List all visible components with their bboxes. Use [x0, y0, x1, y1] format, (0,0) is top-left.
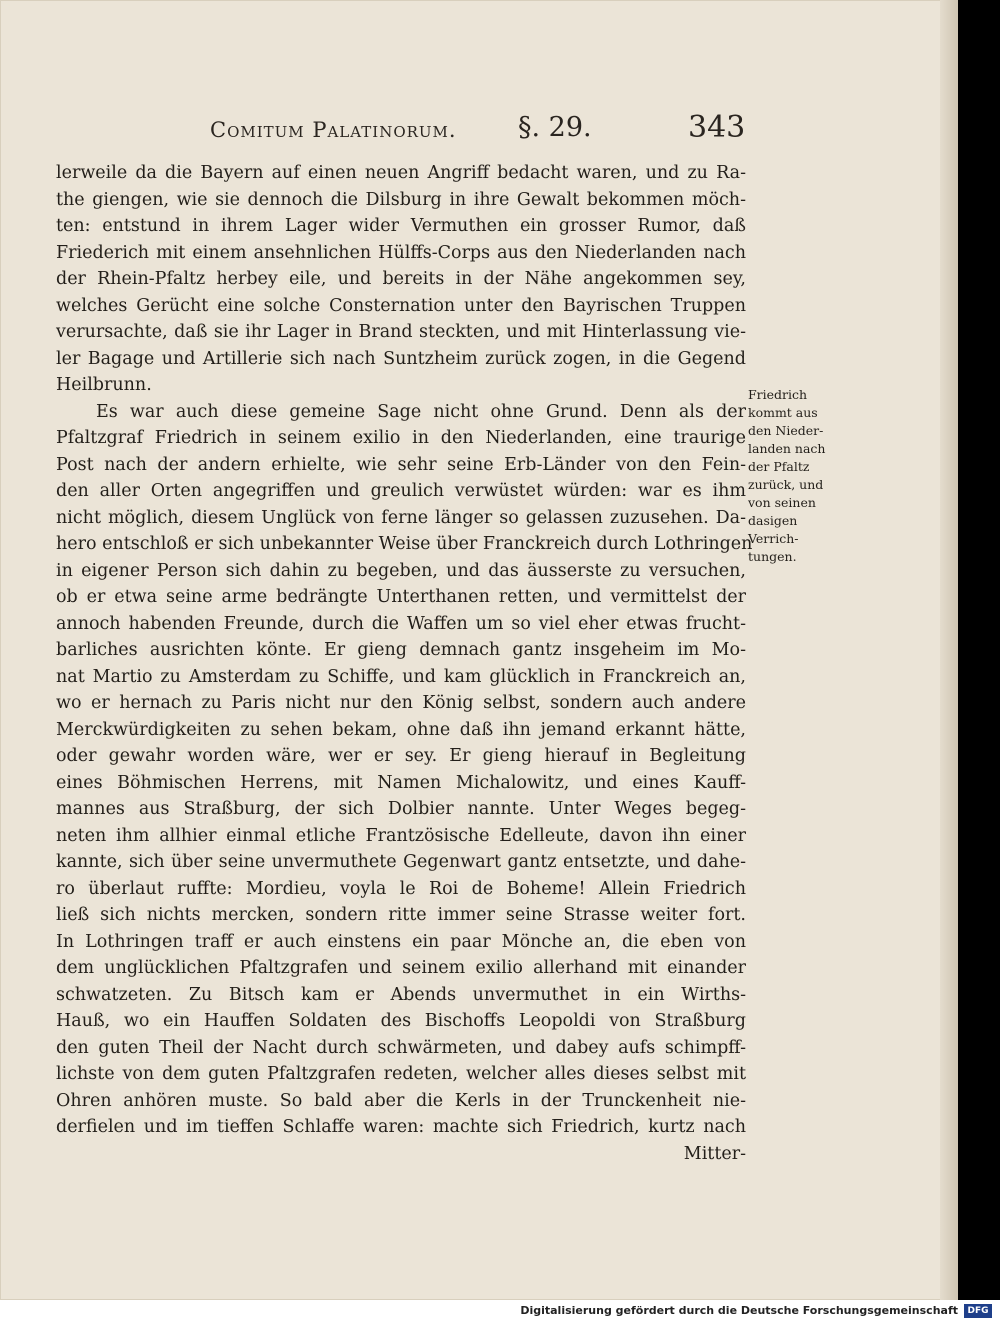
- margin-note-line: zurück, und: [748, 477, 824, 492]
- text-line: dem unglücklichen Pfaltzgrafen und seinem exilio allerhand mit einander: [56, 958, 746, 978]
- text-line: den aller Orten angegriffen und greulich verwüstet würden: war es ihm: [56, 481, 746, 501]
- text-line: wo er hernach zu Paris nicht nur den König selbst, sondern auch andere: [56, 693, 746, 713]
- text-line: in eigener Person sich dahin zu begeben, und das äusserste zu versuchen,: [56, 560, 746, 581]
- text-line: ler Bagage und Artillerie sich nach Suntzheim zurück zogen, in die Gegend: [56, 348, 746, 369]
- margin-note-line: tungen.: [748, 549, 797, 564]
- section-number: §. 29.: [518, 112, 592, 143]
- text-line: oder gewahr worden wäre, wer er sey. Er gieng hierauf in Begleitung: [56, 746, 746, 766]
- text-line: annoch habenden Freunde, durch die Waffen um so viel eher etwas frucht-: [56, 613, 746, 634]
- text-line: neten ihm allhier einmal etliche Frantzösische Edelleute, davon ihn einer: [56, 825, 746, 846]
- margin-note-line: Friedrich: [748, 387, 808, 402]
- footer-bar: [0, 1300, 1000, 1323]
- margin-note-line: der Pfaltz: [748, 459, 810, 474]
- text-line: Mitter-: [683, 1143, 746, 1164]
- text-line: derfielen und im tieffen Schlaffe waren: machte sich Friedrich, kurtz nach: [56, 1117, 746, 1137]
- text-line: Friederich mit einem ansehnlichen Hülffs-Corps aus den Niederlanden nach: [56, 242, 746, 263]
- text-line: nat Martio zu Amsterdam zu Schiffe, und kam glücklich in Franckreich an,: [56, 666, 746, 687]
- margin-note-line: dasigen: [748, 513, 798, 528]
- text-line: schwatzeten. Zu Bitsch kam er Abends unvermuthet in ein Wirths-: [56, 984, 746, 1005]
- margin-note-line: kommt aus: [748, 405, 818, 420]
- main-text: [56, 160, 753, 1167]
- text-line: kannte, sich über seine unvermuthete Gegenwart gantz entsetzte, und dahe-: [56, 852, 746, 872]
- text-line: der Rhein-Pfaltz herbey eile, und bereits in der Nähe angekommen sey,: [56, 269, 746, 289]
- text-line: Post nach der andern erhielte, wie sehr seine Erb-Länder von den Fein-: [56, 454, 746, 475]
- text-line: welches Gerücht eine solche Consternation unter den Bayrischen Truppen: [56, 295, 746, 316]
- funding-credit: Digitalisierung gefördert durch die Deutsche Forschungsgemeinschaft: [520, 1304, 958, 1317]
- text-line: Ohren anhören muste. So bald aber die Kerls in der Trunckenheit nie-: [56, 1090, 746, 1111]
- text-line: ro überlaut ruffte: Mordieu, voyla le Roi de Boheme! Allein Friedrich: [56, 878, 746, 899]
- page-header: [210, 112, 770, 148]
- margin-note-line: Verrich-: [748, 531, 799, 546]
- text-line: verursachte, daß sie ihr Lager in Brand steckten, und mit Hinterlassung vie-: [56, 322, 746, 342]
- text-line: mannes aus Straßburg, der sich Dolbier nannte. Unter Weges begeg-: [56, 799, 746, 819]
- text-line: the giengen, wie sie dennoch die Dilsburg in ihre Gewalt bekommen möch-: [56, 189, 746, 210]
- text-line: nicht möglich, diesem Unglück von ferne länger so gelassen zuzusehen. Da-: [56, 507, 746, 528]
- text-line: den guten Theil der Nacht durch schwärmeten, und dabey aufs schimpff-: [56, 1037, 746, 1058]
- page-number: 343: [688, 110, 746, 145]
- running-title: Comitum Palatinorum.: [210, 118, 457, 142]
- text-line: ließ sich nichts mercken, sondern ritte immer seine Strasse weiter fort.: [56, 905, 746, 925]
- text-line: hero entschloß er sich unbekannter Weise über Franckreich durch Lothringen: [56, 534, 753, 554]
- text-line: Merckwürdigkeiten zu sehen bekam, ohne daß ihn jemand erkannt hätte,: [56, 719, 746, 740]
- margin-note-line: den Nieder-: [748, 423, 824, 438]
- text-line: eines Böhmischen Herrens, mit Namen Michalowitz, und eines Kauff-: [56, 772, 746, 793]
- page-edge: [940, 0, 958, 1300]
- margin-note-line: landen nach: [748, 441, 826, 456]
- text-line: ob er etwa seine arme bedrängte Unterthanen retten, und vermittelst der: [56, 587, 746, 607]
- margin-note-line: von seinen: [748, 495, 816, 510]
- text-line: lerweile da die Bayern auf einen neuen Angriff bedacht waren, und zu Ra-: [56, 163, 746, 183]
- dfg-logo: DFG: [964, 1304, 992, 1318]
- text-line: ten: entstund in ihrem Lager wider Vermuthen ein grosser Rumor, daß: [56, 216, 746, 236]
- text-line: In Lothringen traff er auch einstens ein paar Mönche an, die eben von: [56, 931, 746, 952]
- text-line: barliches ausrichten könte. Er gieng demnach gantz insgeheim im Mo-: [56, 640, 746, 660]
- text-line: Es war auch diese gemeine Sage nicht ohne Grund. Denn als der: [96, 401, 746, 422]
- text-line: Hauß, wo ein Hauffen Soldaten des Bischoffs Leopoldi von Straßburg: [56, 1011, 746, 1031]
- text-line: Heilbrunn.: [56, 375, 152, 395]
- text-line: Pfaltzgraf Friedrich in seinem exilio in den Niederlanden, eine traurige: [56, 428, 746, 448]
- text-line: lichste von dem guten Pfaltzgrafen redeten, welcher alles dieses selbst mit: [56, 1064, 746, 1084]
- margin-note: [748, 386, 843, 566]
